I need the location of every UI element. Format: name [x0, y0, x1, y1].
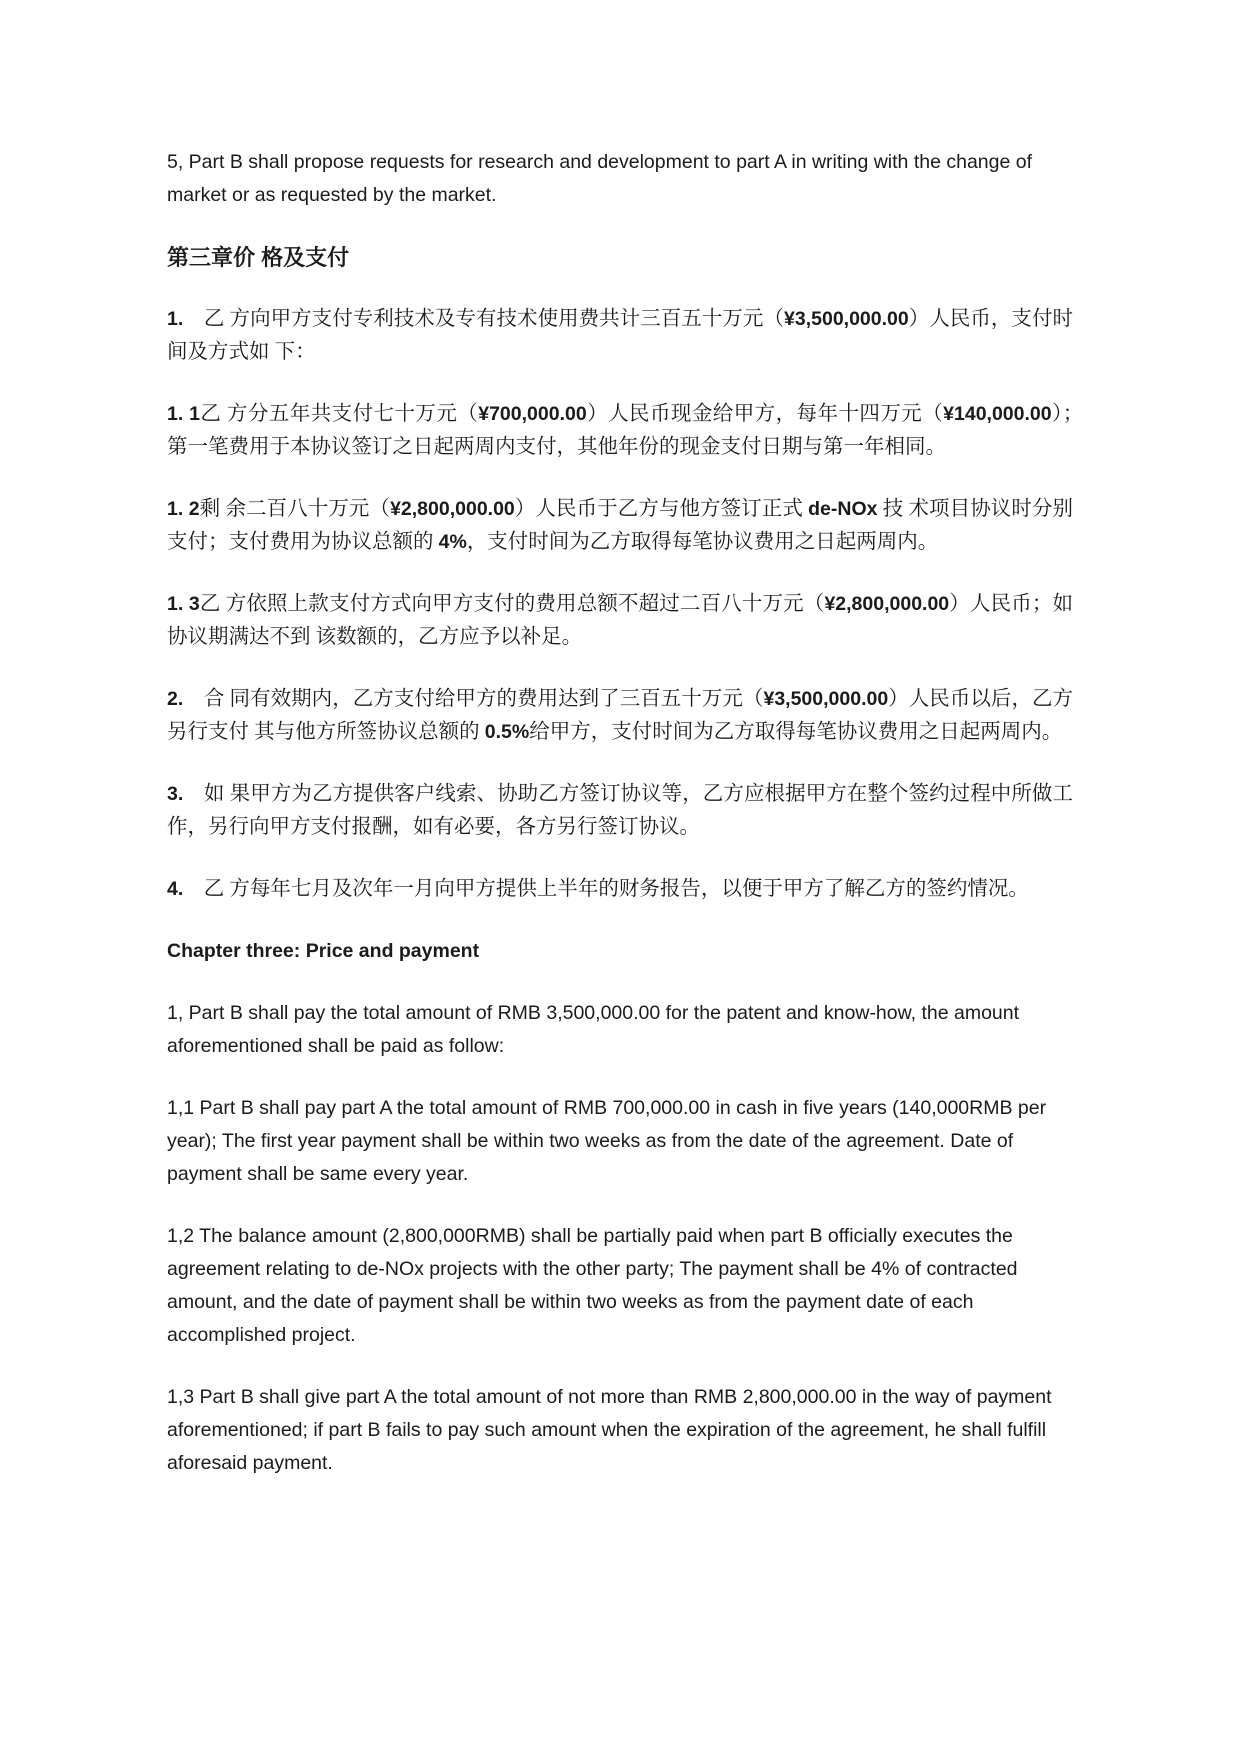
text-segment: ，支付时间为乙方取得每笔协议费用之日起两周内。 [466, 531, 939, 553]
text-segment-bold: ¥700,000.00 [478, 403, 587, 425]
clause-1-2-zh [167, 493, 1073, 559]
text-segment: ）人民币于乙方与他方签订正式 [514, 498, 809, 520]
text-segment: 乙 方每年七月及次年一月向甲方提供上半年的财务报告，以便于甲方了解乙方的签约情况。 [183, 878, 1029, 900]
clause-1-zh [167, 303, 1073, 369]
paragraph-clause-5-en: 5, Part B shall propose requests for research and development to part A in writing with the change of market or as requested by the market. [167, 151, 1032, 206]
clause-3-zh [167, 778, 1073, 844]
clause-1-1-en: 1,1 Part B shall pay part A the total amount of RMB 700,000.00 in cash in five years (140,000RMB per year); The first year payment shall be within two weeks as from the date of the agreement. Date of payment shall be same every year. [167, 1097, 1047, 1185]
text-segment-bold: ¥2,800,000.00 [824, 593, 950, 615]
text-segment: 剩 余二百八十万元（ [199, 498, 391, 520]
heading-chapter-3-en: Chapter three: Price and payment [167, 940, 480, 962]
clause-1-en: 1, Part B shall pay the total amount of RMB 3,500,000.00 for the patent and know-how, the amount aforementioned shall be paid as follow: [167, 1002, 1020, 1057]
text-segment-bold: 1. 1 [167, 403, 200, 425]
text-segment-bold: ¥3,500,000.00 [763, 688, 889, 710]
clause-1-1-zh [167, 398, 1094, 464]
text-segment-bold: 1. 3 [167, 593, 200, 615]
text-segment: 乙 方分五年共支付七十万元（ [199, 403, 479, 425]
clause-1-3-en: 1,3 Part B shall give part A the total amount of not more than RMB 2,800,000.00 in the way of payment aforementioned; if part B fails to pay such amount when the expiration of the agreement, he shall fulfill aforesaid payment. [167, 1386, 1052, 1474]
text-segment: 技 术项目协议时分别支付；支付费用为协议总额的 [167, 498, 1074, 553]
clause-4-zh [167, 873, 1073, 906]
text-segment-bold: 0.5% [484, 721, 530, 743]
text-segment-bold: 2. [167, 688, 184, 710]
heading-chapter-3-zh: 第三章价 格及支付 [167, 245, 350, 270]
text-segment: 乙 方依照上款支付方式向甲方支付的费用总额不超过二百八十万元（ [199, 593, 825, 615]
clause-1-2-en: 1,2 The balance amount (2,800,000RMB) shall be partially paid when part B officially executes the agreement relating to de-NOx projects with the other party; The payment shall be 4% of contracted amount, and the date of payment shall be within two weeks as from the payment date of each accomplished project. [167, 1225, 1018, 1346]
text-segment: 合 同有效期内，乙方支付给甲方的费用达到了三百五十万元（ [183, 688, 764, 710]
clause-2-zh [167, 683, 1073, 749]
text-segment: 乙 方向甲方支付专利技术及专有技术使用费共计三百五十万元（ [183, 308, 785, 330]
text-segment: ）； 第一笔费用于本协议签订之日起两周内支付，其他年份的现金支付日期与第一年相同。 [167, 403, 1094, 458]
text-segment: ）人民币，支付时间及方式如 下： [167, 308, 1074, 363]
text-segment-bold: 1. 2 [167, 498, 200, 520]
text-segment-bold: ¥3,500,000.00 [784, 308, 909, 330]
text-segment: 如 果甲方为乙方提供客户线索、协助乙方签订协议等，乙方应根据甲方在整个签约过程中所做工作，另行向甲方支付报酬，如有必要，各方另行签订协议。 [167, 783, 1073, 838]
text-segment-bold: 3. [167, 783, 184, 805]
text-segment-bold: de-NOx [808, 498, 878, 520]
text-segment-bold: 4. [167, 878, 184, 900]
text-segment: 给甲方，支付时间为乙方取得每笔协议费用之日起两周内。 [529, 721, 1063, 743]
text-segment-bold: ¥140,000.00 [943, 403, 1052, 425]
text-segment: ）人民币现金给甲方，每年十四万元（ [586, 403, 944, 425]
text-segment: ）人民币以后，乙方另行支付 其与他方所签协议总额的 [167, 688, 1074, 743]
text-segment-bold: 4% [438, 531, 467, 553]
text-segment-bold: 1. [167, 308, 184, 330]
text-segment-bold: ¥2,800,000.00 [390, 498, 515, 520]
text-segment: ）人民币；如协议期满达不到 该数额的，乙方应予以补足。 [167, 593, 1074, 648]
clause-1-3-zh [167, 588, 1073, 654]
